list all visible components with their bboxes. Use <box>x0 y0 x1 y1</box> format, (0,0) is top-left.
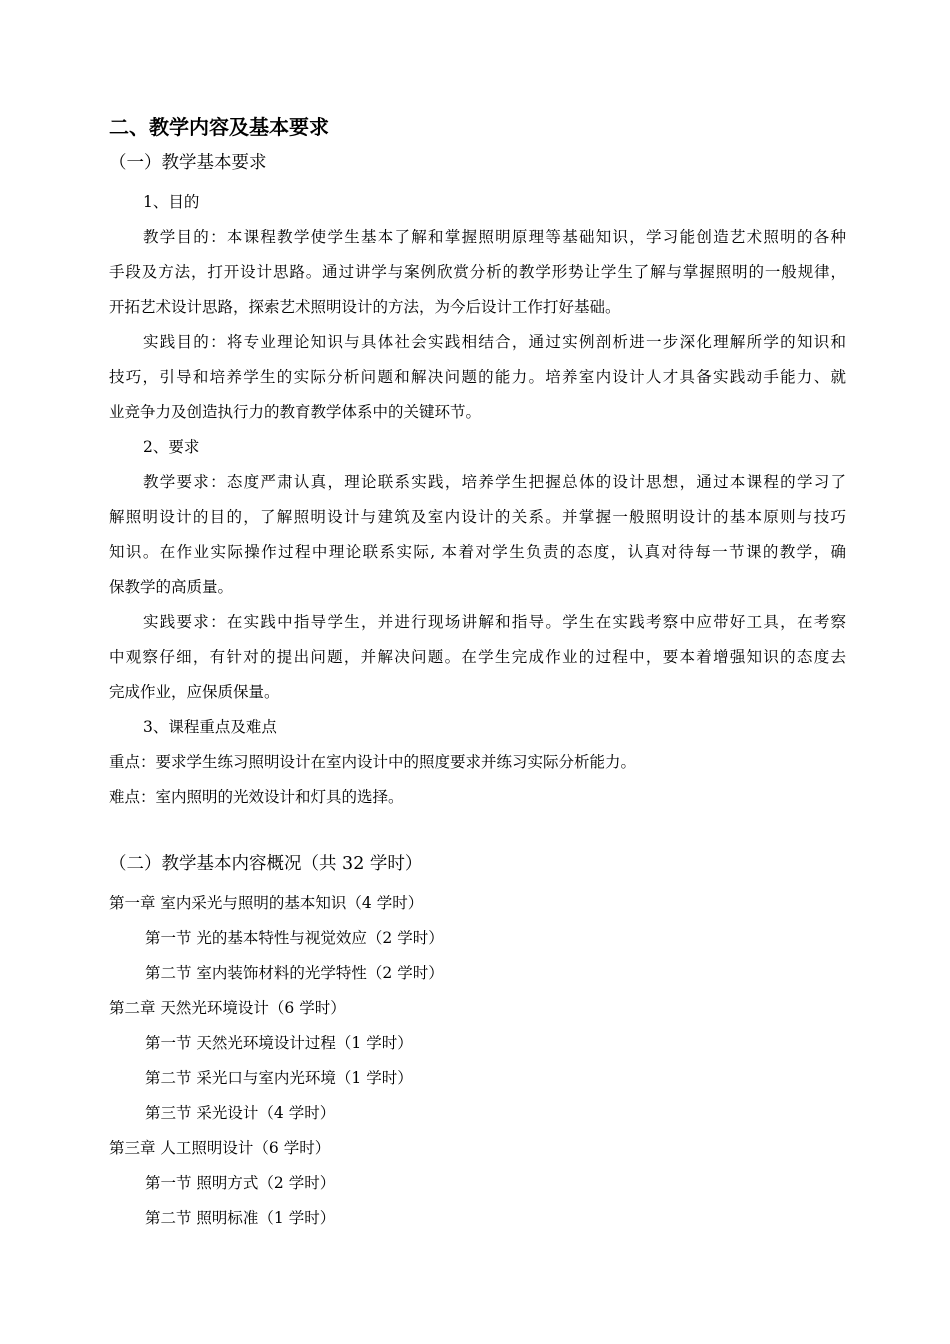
item2-label: 2、要求 <box>143 438 200 456</box>
chapter-1-section-1: 第一节 光的基本特性与视觉效应（2 学时） <box>145 929 444 947</box>
chapter-3-section-2: 第二节 照明标准（1 学时） <box>145 1209 336 1227</box>
item3-label: 3、课程重点及难点 <box>143 718 277 736</box>
teaching-req-line2: 解照明设计的目的，了解照明设计与建筑及室内设计的关系。并掌握一般照明设计的基本原则与技巧 <box>109 508 846 526</box>
teaching-req-line3: 知识。在作业实际操作过程中理论联系实际, 本着对学生负责的态度，认真对待每一节课的教学，确 <box>109 543 846 561</box>
practice-req-line2: 中观察仔细，有针对的提出问题，并解决问题。在学生完成作业的过程中，要本着增强知识的态度去 <box>109 648 846 666</box>
teaching-req-line1: 教学要求：态度严肃认真，理论联系实践，培养学生把握总体的设计思想，通过本课程的学习了 <box>143 473 846 491</box>
part2-heading: （二）教学基本内容概况（共 32 学时） <box>109 854 423 874</box>
chapter-2-section-1: 第一节 天然光环境设计过程（1 学时） <box>145 1034 413 1052</box>
chapter-2: 第二章 天然光环境设计（6 学时） <box>109 999 346 1017</box>
practice-goal-line3: 业竞争力及创造执行力的教育教学体系中的关键环节。 <box>109 403 482 421</box>
difficulty: 难点：室内照明的光效设计和灯具的选择。 <box>109 788 404 806</box>
chapter-1-section-2: 第二节 室内装饰材料的光学特性（2 学时） <box>145 964 444 982</box>
chapter-3: 第三章 人工照明设计（6 学时） <box>109 1139 331 1157</box>
teaching-goal-line2: 手段及方法，打开设计思路。通过讲学与案例欣赏分析的教学形势让学生了解与掌握照明的一般规律， <box>109 263 846 281</box>
teaching-goal-line3: 开拓艺术设计思路，探索艺术照明设计的方法，为今后设计工作打好基础。 <box>109 298 621 316</box>
key-point: 重点：要求学生练习照明设计在室内设计中的照度要求并练习实际分析能力。 <box>109 753 637 771</box>
teaching-req-line4: 保教学的高质量。 <box>109 578 234 596</box>
chapter-2-section-2: 第二节 采光口与室内光环境（1 学时） <box>145 1069 413 1087</box>
item1-label: 1、目的 <box>143 193 200 211</box>
teaching-goal-line1: 教学目的：本课程教学使学生基本了解和掌握照明原理等基础知识，学习能创造艺术照明的各种 <box>143 228 846 246</box>
chapter-3-section-1: 第一节 照明方式（2 学时） <box>145 1174 336 1192</box>
chapter-1: 第一章 室内采光与照明的基本知识（4 学时） <box>109 894 424 912</box>
practice-req-line1: 实践要求：在实践中指导学生，并进行现场讲解和指导。学生在实践考察中应带好工具，在考察 <box>143 613 846 631</box>
practice-goal-line2: 技巧，引导和培养学生的实际分析问题和解决问题的能力。培养室内设计人才具备实践动手能力、就 <box>109 368 846 386</box>
part1-heading: （一）教学基本要求 <box>109 153 267 173</box>
practice-goal-line1: 实践目的：将专业理论知识与具体社会实践相结合，通过实例剖析进一步深化理解所学的知识和 <box>143 333 846 351</box>
section-title: 二、教学内容及基本要求 <box>109 115 329 139</box>
practice-req-line3: 完成作业，应保质保量。 <box>109 683 280 701</box>
chapter-2-section-3: 第三节 采光设计（4 学时） <box>145 1104 336 1122</box>
